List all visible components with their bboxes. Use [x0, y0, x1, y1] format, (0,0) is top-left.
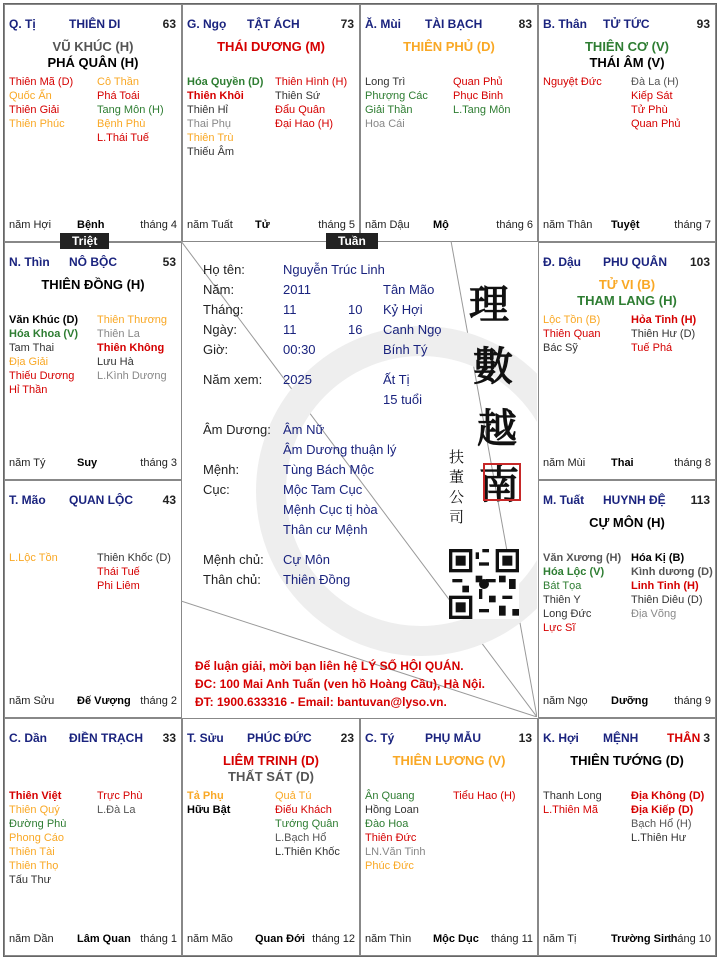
palace-name: NÔ BỘC — [69, 255, 117, 269]
palace-number: 3 — [703, 731, 710, 745]
minor-star: Hóa Quyền (D) — [187, 76, 264, 88]
minor-star: Thiên Khôi — [187, 90, 244, 102]
contact-line-1: Để luận giải, mời bạn liên hệ LÝ SỐ HỘI QUÁN. — [195, 659, 464, 673]
calligraphy-signature: 扶董公司 — [449, 448, 465, 526]
minor-stars-right — [631, 789, 704, 845]
minor-star: Thái Tuế — [97, 566, 140, 578]
minor-star: Tam Thai — [9, 342, 55, 354]
minor-star: Điếu Khách — [275, 804, 332, 816]
minor-star: Hữu Bật — [187, 804, 231, 816]
minor-stars-left — [9, 313, 78, 397]
palace-month: tháng 10 — [668, 933, 711, 945]
main-star: THIÊN CƠ (V) — [584, 39, 670, 54]
minor-star: Đà La (H) — [631, 76, 679, 88]
minor-stars-left — [187, 75, 263, 159]
palace-number: 83 — [518, 17, 532, 31]
qr-code-icon[interactable] — [449, 549, 519, 619]
palace-stage: Đế Vượng — [77, 695, 131, 707]
gio-value: 00:30 — [283, 342, 316, 357]
palace-year: năm Dần — [9, 933, 54, 945]
minor-star: Thiên Không — [97, 342, 165, 354]
palace-mao[interactable] — [4, 480, 182, 718]
palace-stage: Dưỡng — [611, 695, 649, 707]
red-seal-icon — [483, 463, 521, 501]
palace-year: năm Thìn — [365, 933, 412, 945]
minor-star: Bạch Hổ (H) — [631, 818, 692, 830]
palace-name: HUYNH ĐỆ — [603, 493, 666, 507]
am-duong-label: Âm Dương: — [203, 422, 271, 437]
nam-value: 2011 — [283, 282, 311, 297]
cuc-value: Mộc Tam Cục — [283, 482, 363, 497]
palace-name: ĐIỀN TRẠCH — [69, 731, 143, 745]
palace-ngo[interactable] — [182, 4, 360, 242]
thang-can-chi: Kỷ Hợi — [383, 302, 423, 317]
main-star: THAM LANG (H) — [577, 293, 677, 308]
palace-branch: N. Thìn — [9, 255, 50, 269]
cuc-label: Cục: — [203, 482, 230, 497]
minor-stars-left — [365, 789, 426, 873]
tuoi-value: 15 tuổi — [383, 392, 423, 407]
tuan-tag: Tuần — [326, 233, 378, 249]
minor-star: Linh Tinh (H) — [631, 580, 699, 592]
minor-stars-left — [543, 75, 602, 89]
palace-branch: C. Dần — [9, 731, 48, 745]
minor-stars-right — [97, 551, 171, 593]
minor-star: Quốc Ấn — [9, 90, 52, 102]
minor-star: Địa Kiếp (D) — [631, 804, 694, 816]
palace-mui[interactable] — [360, 4, 538, 242]
palace-month: tháng 4 — [140, 219, 177, 231]
palace-month: tháng 8 — [674, 457, 711, 469]
minor-star: Nguyệt Đức — [543, 76, 602, 88]
minor-star: Thiên Diêu (D) — [631, 594, 703, 606]
minor-star: Văn Khúc (D) — [9, 314, 79, 326]
palace-name: THIÊN DI — [69, 17, 121, 31]
minor-star: Văn Xương (H) — [543, 552, 622, 564]
gio-label: Giờ: — [203, 342, 229, 357]
main-star: THÁI ÂM (V) — [589, 55, 665, 70]
minor-star: Lưu Hà — [97, 356, 134, 368]
minor-star: Thiên Khốc (D) — [97, 552, 171, 564]
palace-stage: Quan Đới — [255, 933, 305, 945]
minor-star: Cô Thần — [97, 76, 139, 88]
palace-name: PHÚC ĐỨC — [247, 731, 312, 745]
palace-footer — [543, 457, 711, 471]
palace-name: MỆNH — [603, 731, 639, 745]
minor-star: Thiên Sứ — [275, 90, 321, 102]
minor-star: Địa Võng — [631, 608, 677, 620]
main-star: THÁI DƯƠNG (M) — [217, 39, 325, 54]
palace-branch: Đ. Dậu — [543, 255, 582, 269]
palace-footer — [543, 219, 711, 233]
minor-star: Tử Phù — [631, 104, 668, 116]
minor-star: Thiên La — [97, 328, 140, 340]
main-star: VŨ KHÚC (H) — [52, 39, 134, 54]
minor-star: L.Kình Dương — [97, 370, 167, 382]
menh-chu-label: Mệnh chủ: — [203, 552, 264, 567]
minor-star: Bác Sỹ — [543, 342, 578, 354]
minor-stars-left — [543, 551, 621, 635]
palace-number: 23 — [340, 731, 354, 745]
palace-month: tháng 1 — [140, 933, 177, 945]
palace-year: năm Tý — [9, 457, 46, 469]
palace-number: 63 — [162, 17, 176, 31]
minor-star: Long Trì — [365, 76, 406, 88]
minor-star: Thai Phụ — [187, 118, 232, 130]
than-chu-value: Thiên Đồng — [283, 572, 351, 587]
minor-star: Thiếu Âm — [187, 146, 235, 158]
minor-stars-right — [453, 789, 516, 803]
minor-star: L.Đà La — [97, 804, 136, 816]
palace-footer — [9, 933, 177, 947]
minor-star: Tang Môn (H) — [97, 104, 164, 116]
palace-name: TÀI BẠCH — [425, 17, 483, 31]
minor-star: Thiếu Dương — [9, 370, 75, 382]
minor-star: Hóa Kị (B) — [631, 552, 685, 564]
minor-star: L.Lộc Tồn — [9, 552, 58, 564]
palace-tuat[interactable] — [538, 480, 716, 718]
palace-year: năm Mùi — [543, 457, 586, 469]
palace-month: tháng 11 — [490, 933, 533, 945]
minor-stars-left — [9, 551, 58, 565]
palace-year: năm Thân — [543, 219, 593, 231]
minor-star: Tướng Quân — [275, 818, 339, 830]
minor-star: Hỉ Thần — [9, 384, 48, 396]
palace-stage: Suy — [77, 457, 98, 469]
minor-star: Quan Phủ — [453, 76, 503, 88]
minor-star: Bệnh Phù — [97, 118, 146, 130]
palace-name: PHU QUÂN — [603, 255, 668, 269]
minor-stars-left — [9, 789, 66, 887]
palace-ty[interactable] — [360, 718, 538, 956]
minor-star: Phong Cáo — [9, 832, 65, 844]
palace-number: 103 — [689, 255, 710, 269]
minor-star: Thiên Thọ — [9, 860, 59, 872]
ngay-can-chi: Canh Ngọ — [383, 322, 442, 337]
minor-stars-left — [187, 789, 230, 817]
palace-footer — [543, 933, 711, 947]
main-star: THIÊN LƯƠNG (V) — [392, 753, 506, 768]
minor-star: Thiên Quý — [9, 804, 60, 816]
minor-star: Phi Liêm — [97, 580, 140, 592]
palace-number: 93 — [696, 17, 710, 31]
minor-star: Thanh Long — [543, 790, 602, 802]
nam-xem-can-chi: Ất Tị — [383, 372, 410, 387]
palace-than-marker: THÂN — [667, 731, 701, 745]
minor-star: Hồng Loan — [365, 804, 419, 816]
main-star: THẤT SÁT (D) — [228, 769, 314, 784]
palace-branch: T. Mão — [9, 493, 46, 507]
menh-label: Mệnh: — [203, 462, 240, 477]
minor-star: Lực Sĩ — [543, 622, 576, 634]
palace-month: tháng 3 — [140, 457, 177, 469]
palace-than[interactable] — [538, 4, 716, 242]
palace-month: tháng 5 — [318, 219, 355, 231]
minor-stars-right — [97, 75, 164, 145]
am-duong-ly: Âm Dương thuận lý — [283, 442, 397, 457]
nam-xem-value: 2025 — [283, 372, 312, 387]
minor-star: Quan Phủ — [631, 118, 681, 130]
palace-branch: Q. Tị — [9, 17, 36, 31]
palace-dau[interactable] — [538, 242, 716, 480]
minor-stars-right — [453, 75, 510, 117]
palace-year: năm Tị — [543, 933, 577, 945]
minor-star: L.Bạch Hổ — [275, 832, 327, 844]
than-chu-label: Thân chủ: — [203, 572, 261, 587]
palace-number: 43 — [162, 493, 176, 507]
palace-stage: Trường Sinh — [611, 933, 678, 945]
palace-number: 13 — [518, 731, 532, 745]
palace-number: 73 — [340, 17, 354, 31]
minor-star: Thiên Phúc — [9, 118, 65, 130]
main-star: LIÊM TRINH (D) — [222, 753, 320, 768]
palace-stage: Bệnh — [77, 219, 105, 231]
minor-star: Ân Quang — [365, 790, 415, 802]
palace-year: năm Tuất — [187, 219, 233, 231]
menh-value: Tùng Bách Mộc — [283, 462, 375, 477]
minor-star: Phượng Các — [365, 90, 428, 102]
ho-ten-label: Họ tên: — [203, 262, 245, 277]
palace-month: tháng 2 — [140, 695, 177, 707]
palace-year: năm Sửu — [9, 695, 55, 707]
minor-star: Tấu Thư — [9, 874, 52, 886]
palace-year: năm Dậu — [365, 219, 410, 231]
calligraphy-char-4: 南 — [479, 461, 519, 508]
palace-year: năm Ngọ — [543, 695, 588, 707]
palace-branch: T. Sửu — [187, 731, 224, 745]
palace-branch: C. Tý — [365, 731, 395, 745]
minor-stars-right — [631, 313, 696, 355]
minor-star: Đẩu Quân — [275, 104, 326, 116]
minor-star: Hoa Cái — [365, 118, 405, 130]
minor-stars-left — [365, 75, 428, 131]
minor-star: Giải Thần — [365, 104, 413, 116]
minor-star: Bát Tọa — [543, 580, 582, 592]
palace-suu[interactable] — [182, 718, 360, 956]
thang-duong-lich: 10 — [348, 302, 363, 317]
minor-star: Thiên Hình (H) — [275, 76, 348, 88]
palace-footer — [365, 219, 533, 233]
minor-star: Tuế Phá — [631, 342, 673, 354]
palace-name: QUAN LỘC — [69, 493, 133, 507]
palace-month: tháng 12 — [312, 933, 355, 945]
palace-footer — [9, 457, 177, 471]
minor-star: L.Thiên Hư — [631, 832, 687, 844]
main-star: PHÁ QUÂN (H) — [47, 55, 139, 70]
minor-star: L.Tang Môn — [453, 104, 511, 116]
calligraphy-char-2: 數 — [473, 343, 513, 390]
minor-star: Phúc Đức — [365, 860, 414, 872]
palace-footer — [187, 219, 355, 233]
palace-footer — [9, 695, 177, 709]
minor-star: Thiên Trù — [187, 132, 234, 144]
minor-star: Thiên Giải — [9, 104, 60, 116]
minor-star: Hóa Lộc (V) — [543, 566, 605, 578]
nam-xem-label: Năm xem: — [203, 372, 263, 387]
minor-stars-right — [97, 789, 142, 817]
minor-star: Thiên Hư (D) — [631, 328, 696, 340]
palace-stage: Thai — [611, 457, 634, 469]
minor-star: Lộc Tồn (B) — [543, 314, 601, 326]
contact-phone-email: ĐT: 1900.633316 - Email: bantuvan@lyso.vn. — [195, 695, 447, 709]
minor-star: LN.Văn Tinh — [365, 846, 426, 858]
palace-branch: B. Thân — [543, 17, 587, 31]
minor-star: Đại Hao (H) — [275, 118, 334, 130]
palace-name: TỬ TỨC — [603, 17, 650, 31]
minor-star: Đường Phù — [9, 818, 67, 830]
palace-thin[interactable] — [4, 242, 182, 480]
minor-stars-right — [275, 75, 347, 131]
ngay-duong-lich: 16 — [348, 322, 363, 337]
minor-star: Thiên Tài — [9, 846, 55, 858]
palace-stage: Lâm Quan — [77, 933, 131, 945]
palace-name: TẬT ÁCH — [247, 17, 300, 31]
minor-star: Thiên Việt — [9, 790, 62, 802]
minor-star: Long Đức — [543, 608, 592, 620]
palace-hoi[interactable] — [538, 718, 716, 956]
palace-name: PHỤ MẪU — [425, 731, 481, 745]
menh-chu-value: Cự Môn — [283, 552, 330, 567]
palace-footer — [187, 933, 355, 947]
main-star: CỰ MÔN (H) — [589, 515, 665, 530]
minor-star: Kình dương (D) — [631, 566, 713, 578]
palace-month: tháng 6 — [496, 219, 533, 231]
minor-star: Thiên Thương — [97, 314, 168, 326]
palace-branch: M. Tuất — [543, 493, 585, 507]
minor-star: Kiếp Sát — [631, 90, 673, 102]
thang-label: Tháng: — [203, 302, 244, 317]
palace-branch: Ă. Mùi — [365, 17, 401, 31]
palace-footer — [543, 695, 711, 709]
center-panel — [181, 241, 537, 717]
palace-year: năm Hợi — [9, 219, 52, 231]
thang-am-lich: 11 — [283, 302, 297, 317]
minor-stars-left — [9, 75, 73, 131]
minor-stars-right — [275, 789, 340, 859]
palace-stage: Mộc Dục — [433, 933, 479, 945]
palace-number: 33 — [162, 731, 176, 745]
palace-year: năm Mão — [187, 933, 233, 945]
minor-star: L.Thái Tuế — [97, 132, 149, 144]
nam-label: Năm: — [203, 282, 235, 297]
ngay-am-lich: 11 — [283, 322, 297, 337]
minor-stars-right — [97, 313, 167, 383]
minor-star: Trực Phù — [97, 790, 143, 802]
calligraphy-char-1: 理 — [469, 281, 509, 328]
palace-ti[interactable] — [4, 4, 182, 242]
minor-star: Quả Tú — [275, 790, 312, 802]
nam-can-chi: Tân Mão — [383, 282, 435, 297]
ho-ten-value: Nguyễn Trúc Linh — [283, 262, 385, 277]
minor-stars-right — [631, 75, 681, 131]
minor-star: Thiên Hỉ — [187, 104, 228, 116]
gio-can-chi: Bính Tý — [383, 342, 428, 357]
main-star: THIÊN ĐỒNG (H) — [41, 277, 145, 292]
minor-star: Địa Không (D) — [631, 790, 705, 802]
main-star: TỬ VI (B) — [598, 277, 656, 292]
minor-star: Thiên Đức — [365, 832, 417, 844]
palace-footer — [9, 219, 177, 233]
palace-dan[interactable] — [4, 718, 182, 956]
minor-star: Phá Toái — [97, 90, 140, 102]
palace-number: 113 — [690, 493, 710, 507]
minor-star: Hóa Khoa (V) — [9, 328, 79, 340]
triet-tag: Triệt — [60, 233, 109, 249]
minor-star: Thiên Mã (D) — [9, 76, 74, 88]
minor-stars-left — [543, 313, 600, 355]
minor-star: Phục Binh — [453, 90, 504, 102]
minor-star: L.Thiên Khốc — [275, 846, 340, 858]
palace-stage: Tuyệt — [611, 219, 640, 231]
main-star: THIÊN TƯỚNG (D) — [570, 753, 684, 768]
calligraphy-char-3: 越 — [477, 405, 517, 452]
minor-star: Tả Phụ — [187, 790, 224, 802]
main-star: THIÊN PHỦ (D) — [403, 39, 495, 54]
palace-branch: G. Ngọ — [187, 17, 227, 31]
minor-star: Thiên Y — [543, 594, 581, 606]
palace-stage: Tử — [255, 219, 270, 231]
minor-star: Hỏa Tinh (H) — [631, 314, 697, 326]
cuc-relation: Mệnh Cục tị hòa — [283, 502, 378, 517]
palace-footer — [365, 933, 533, 947]
palace-stage: Mộ — [433, 219, 449, 231]
contact-address: ĐC: 100 Mai Anh Tuấn (ven hồ Hoàng Cầu), Hà Nội. — [195, 677, 486, 691]
minor-star: Đào Hoa — [365, 818, 409, 830]
palace-month: tháng 9 — [674, 695, 711, 707]
palace-number: 53 — [162, 255, 176, 269]
palace-month: tháng 7 — [674, 219, 711, 231]
minor-stars-right — [631, 551, 713, 621]
minor-star: Thiên Quan — [543, 328, 601, 340]
am-duong-value: Âm Nữ — [283, 422, 325, 437]
palace-branch: K. Hợi — [543, 731, 579, 745]
minor-star: L.Thiên Mã — [543, 804, 599, 816]
minor-star: Địa Giải — [9, 356, 49, 368]
minor-stars-left — [543, 789, 602, 817]
minor-star: Tiểu Hao (H) — [453, 790, 516, 802]
than-cu: Thân cư Mệnh — [283, 522, 368, 537]
ngay-label: Ngày: — [203, 322, 237, 337]
